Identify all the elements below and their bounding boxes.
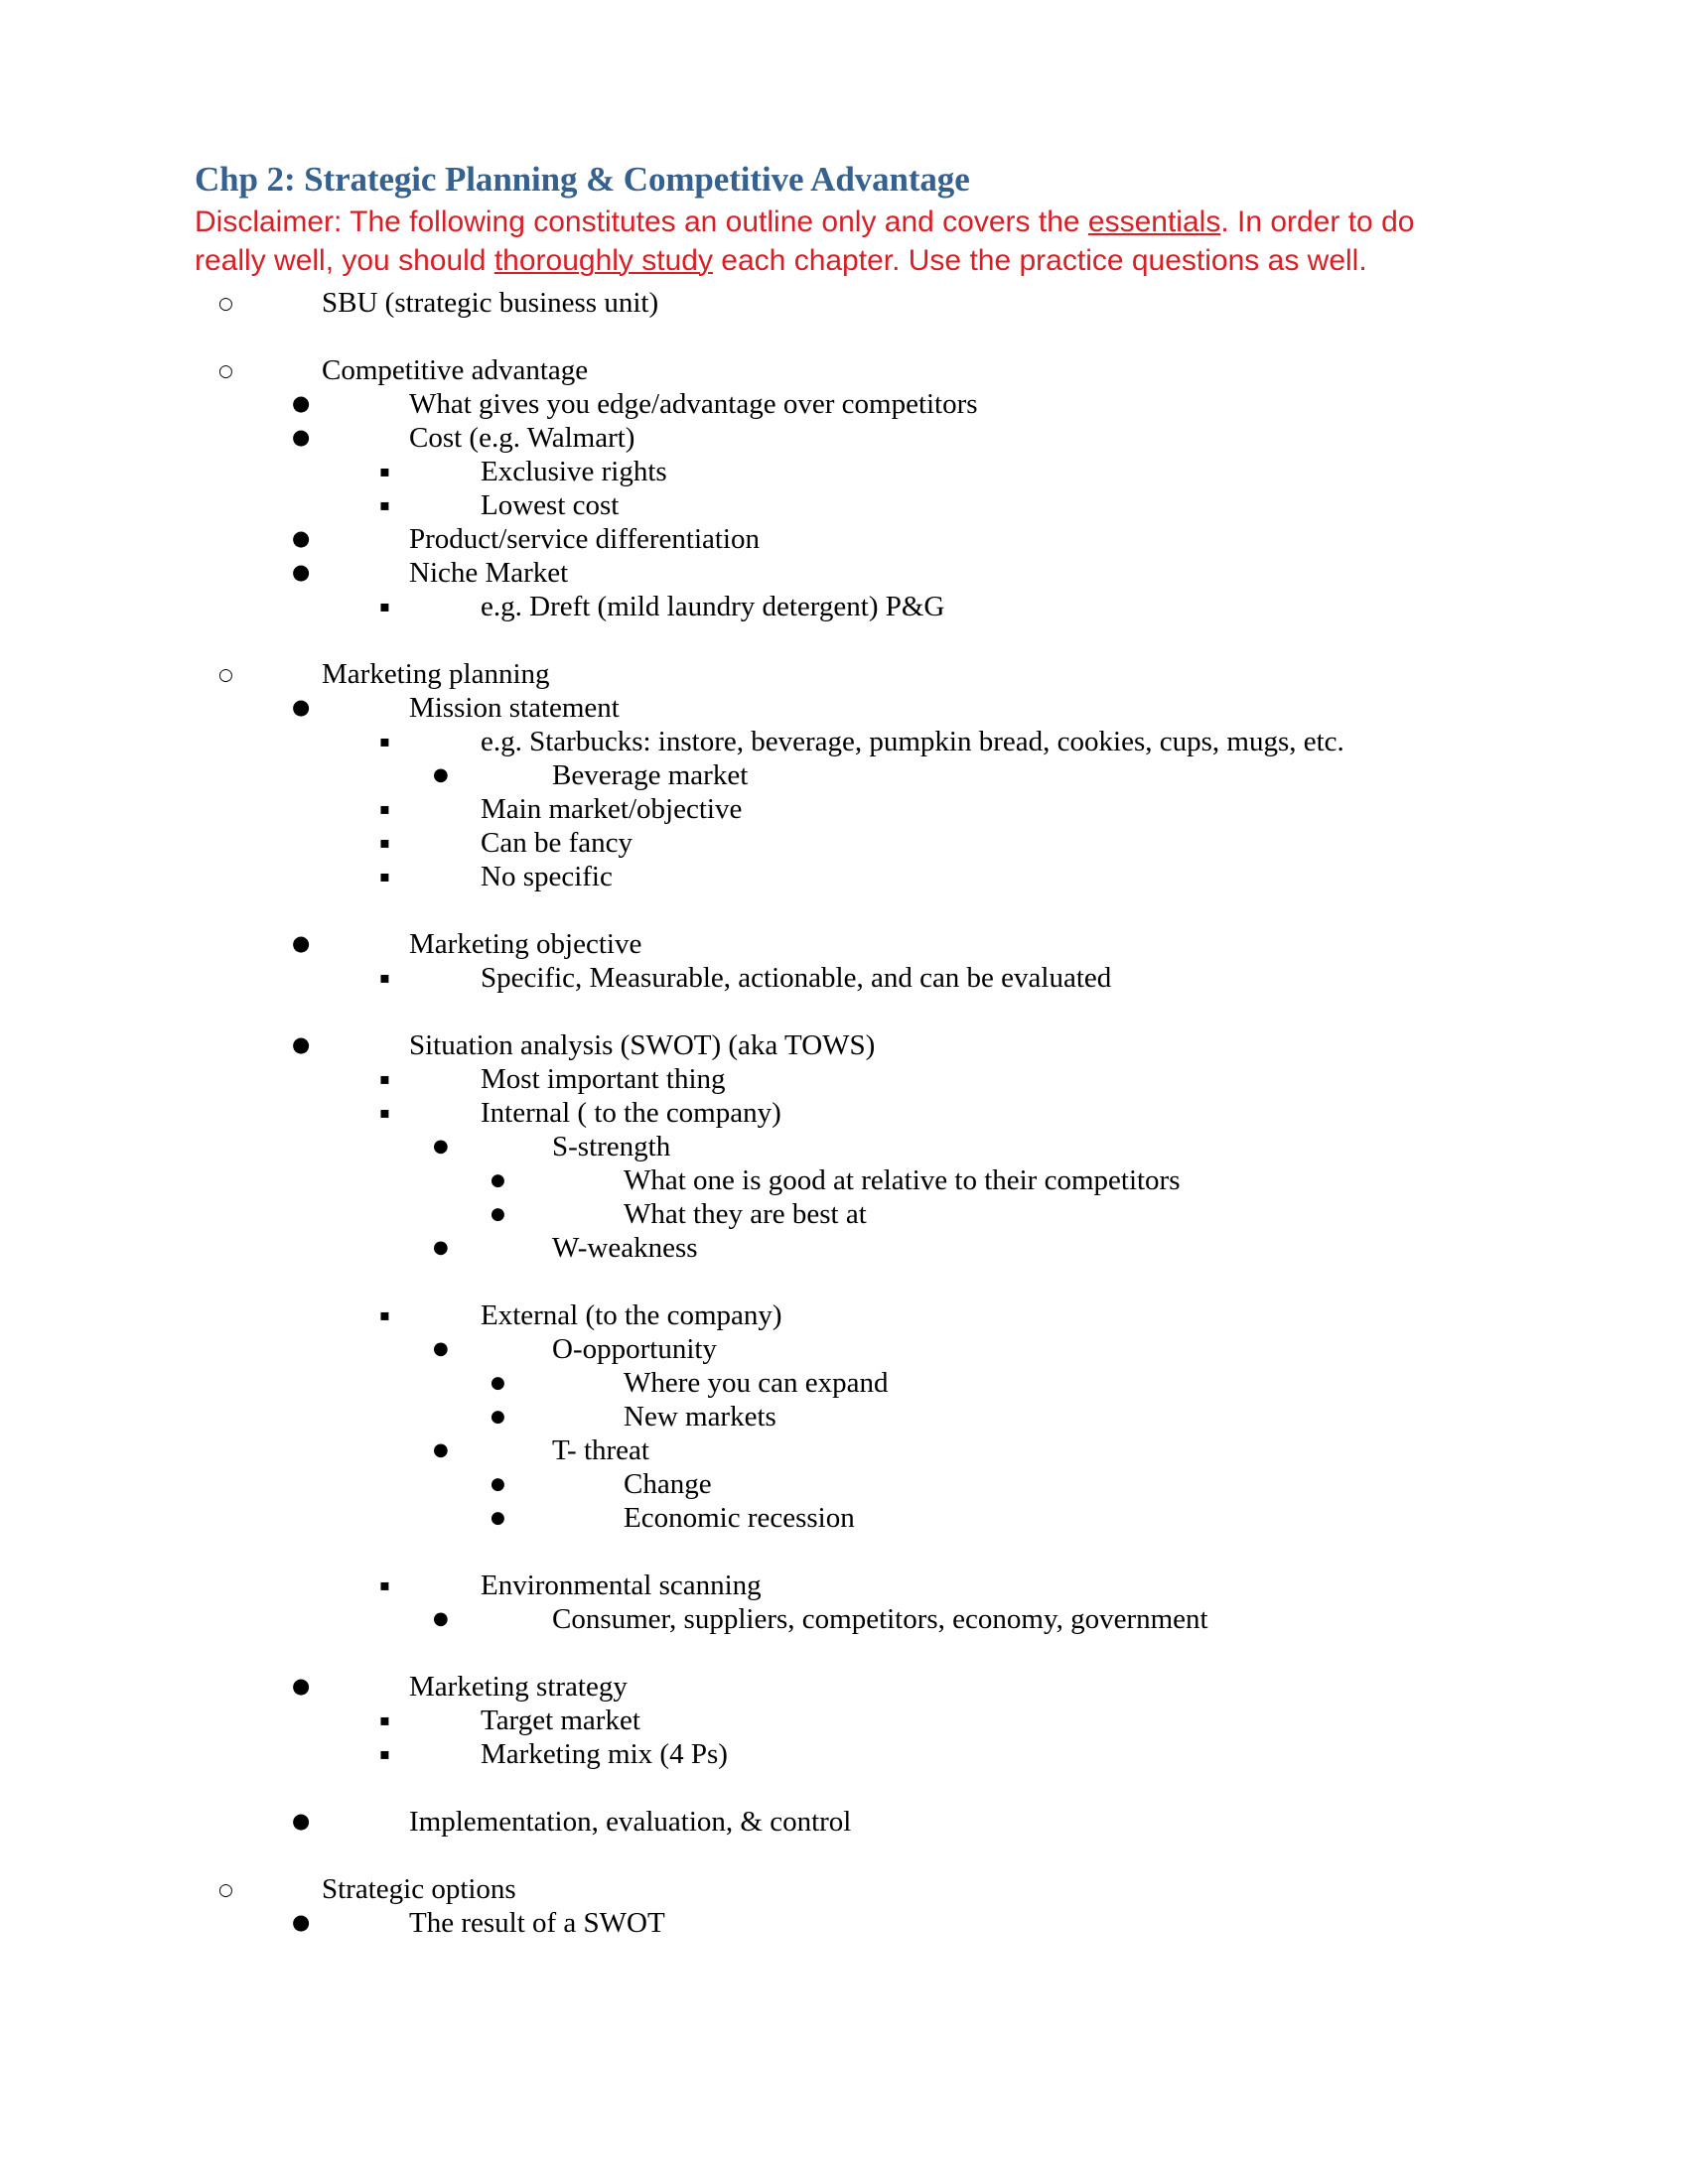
bullet-square-icon: ▪ <box>379 462 390 480</box>
bullet-square-icon: ▪ <box>379 1069 390 1088</box>
bullet-dot-icon: ● <box>292 391 311 415</box>
list-item <box>195 1366 1505 1400</box>
list-item-label: W-weakness <box>552 1232 698 1264</box>
list-item-label: e.g. Dreft (mild laundry detergent) P&G <box>481 591 945 622</box>
list-item-label: T- threat <box>552 1434 649 1466</box>
list-item <box>195 927 1505 961</box>
list-item-label: SBU (strategic business unit) <box>322 287 659 319</box>
list-item-label: Marketing mix (4 Ps) <box>481 1738 728 1770</box>
list-item <box>195 657 1505 691</box>
list-item-label: e.g. Starbucks: instore, beverage, pumpkin bread, cookies, cups, mugs, etc. <box>481 726 1344 757</box>
bullet-square-icon: ▪ <box>379 1103 390 1122</box>
list-item-label: Marketing strategy <box>409 1671 628 1703</box>
list-item-label: Target market <box>481 1705 640 1736</box>
list-item <box>195 1602 1505 1636</box>
bullet-square-icon: ▪ <box>379 968 390 987</box>
bullet-dot-icon: ● <box>292 695 311 719</box>
spacer <box>195 623 1505 657</box>
bullet-dot-icon: ● <box>433 764 449 785</box>
list-item <box>195 421 1505 455</box>
list-item-label: Strategic options <box>322 1873 516 1905</box>
list-item <box>195 488 1505 522</box>
list-item-label: Implementation, evaluation, & control <box>409 1806 852 1838</box>
spacer <box>195 995 1505 1028</box>
list-item <box>195 286 1505 320</box>
list-item <box>195 1906 1505 1940</box>
spacer <box>195 1771 1505 1805</box>
bullet-dot-icon: ● <box>491 1170 505 1190</box>
list-item-label: Cost (e.g. Walmart) <box>409 422 635 454</box>
list-item-label: Marketing objective <box>409 928 642 960</box>
list-item <box>195 522 1505 556</box>
list-item-label: Economic recession <box>624 1502 855 1534</box>
list-item <box>195 1704 1505 1737</box>
list-item-label: No specific <box>481 861 613 892</box>
disclaimer-paragraph <box>195 203 1466 280</box>
list-item-label: Product/service differentiation <box>409 523 760 555</box>
bullet-circle-icon: ○ <box>218 294 233 314</box>
bullet-square-icon: ▪ <box>379 1710 390 1729</box>
spacer <box>195 1265 1505 1298</box>
list-item <box>195 353 1505 387</box>
list-item-label: New markets <box>624 1401 776 1433</box>
bullet-dot-icon: ● <box>292 1910 311 1934</box>
list-item-label: Exclusive rights <box>481 456 667 487</box>
list-item-label: Can be fancy <box>481 827 633 859</box>
bullet-dot-icon: ● <box>491 1474 505 1494</box>
list-item-label: Internal ( to the company) <box>481 1097 781 1129</box>
list-item <box>195 1130 1505 1163</box>
list-item <box>195 556 1505 590</box>
list-item <box>195 860 1505 893</box>
list-item-label: Lowest cost <box>481 489 620 521</box>
outline-list <box>195 286 1505 1940</box>
bullet-square-icon: ▪ <box>379 1305 390 1324</box>
bullet-dot-icon: ● <box>491 1204 505 1224</box>
spacer <box>195 1535 1505 1569</box>
list-item-label: Main market/objective <box>481 793 743 825</box>
list-item <box>195 1332 1505 1366</box>
bullet-dot-icon: ● <box>292 1032 311 1056</box>
bullet-dot-icon: ● <box>433 1338 449 1359</box>
page-title: Chp 2: Strategic Planning & Competitive Advantage <box>195 160 970 199</box>
list-item <box>195 455 1505 488</box>
list-item <box>195 826 1505 860</box>
bullet-dot-icon: ● <box>491 1373 505 1393</box>
list-item-label: Where you can expand <box>624 1367 889 1399</box>
list-item-label: O-opportunity <box>552 1333 717 1365</box>
bullet-dot-icon: ● <box>433 1136 449 1157</box>
list-item-label: Situation analysis (SWOT) (aka TOWS) <box>409 1029 876 1061</box>
bullet-square-icon: ▪ <box>379 1575 390 1594</box>
list-item-label: What they are best at <box>624 1198 867 1230</box>
list-item-label: S-strength <box>552 1131 671 1162</box>
bullet-dot-icon: ● <box>292 526 311 550</box>
bullet-circle-icon: ○ <box>218 665 233 685</box>
list-item <box>195 1467 1505 1501</box>
list-item <box>195 1062 1505 1096</box>
list-item-label: External (to the company) <box>481 1299 782 1331</box>
bullet-dot-icon: ● <box>292 1674 311 1698</box>
list-item <box>195 961 1505 995</box>
list-item <box>195 590 1505 623</box>
list-item-label: Change <box>624 1468 712 1500</box>
list-item-label: What one is good at relative to their competitors <box>624 1164 1181 1196</box>
list-item <box>195 1805 1505 1839</box>
list-item <box>195 792 1505 826</box>
bullet-dot-icon: ● <box>292 425 311 449</box>
list-item <box>195 1670 1505 1704</box>
list-item <box>195 691 1505 725</box>
list-item <box>195 1163 1505 1197</box>
document-content <box>195 159 1505 1940</box>
list-item-label: What gives you edge/advantage over competitors <box>409 388 978 420</box>
list-item <box>195 1433 1505 1467</box>
list-item-label: Environmental scanning <box>481 1570 762 1601</box>
list-item-label: Marketing planning <box>322 658 550 690</box>
list-item-label: The result of a SWOT <box>409 1907 665 1939</box>
list-item-label: Competitive advantage <box>322 354 589 386</box>
disclaimer-emphasis-essentials: essentials <box>1087 205 1221 238</box>
list-item-label: Consumer, suppliers, competitors, economy, government <box>552 1603 1208 1635</box>
bullet-dot-icon: ● <box>292 560 311 584</box>
disclaimer-text-part2: . In order to do really well, you should <box>195 205 1415 277</box>
spacer <box>195 320 1505 353</box>
list-item <box>195 1737 1505 1771</box>
list-item-label: Beverage market <box>552 759 749 791</box>
spacer <box>195 893 1505 927</box>
disclaimer-text-part1: Disclaimer: The following constitutes an outline only and covers the <box>195 205 1088 238</box>
list-item <box>195 1872 1505 1906</box>
bullet-square-icon: ▪ <box>379 732 390 751</box>
list-item <box>195 1501 1505 1535</box>
list-item <box>195 1231 1505 1265</box>
bullet-square-icon: ▪ <box>379 799 390 818</box>
list-item-label: Niche Market <box>409 557 569 589</box>
bullet-dot-icon: ● <box>491 1508 505 1528</box>
disclaimer-emphasis-thoroughly-study: thoroughly study <box>493 244 713 277</box>
bullet-dot-icon: ● <box>292 931 311 955</box>
bullet-dot-icon: ● <box>433 1439 449 1460</box>
list-item <box>195 1298 1505 1332</box>
list-item <box>195 725 1505 758</box>
list-item-label: Mission statement <box>409 692 620 724</box>
bullet-dot-icon: ● <box>491 1407 505 1427</box>
spacer <box>195 1839 1505 1872</box>
list-item-label: Most important thing <box>481 1063 726 1095</box>
spacer <box>195 1636 1505 1670</box>
bullet-square-icon: ▪ <box>379 1744 390 1763</box>
list-item <box>195 1569 1505 1602</box>
list-item-label: Specific, Measurable, actionable, and can be evaluated <box>481 962 1112 994</box>
list-item <box>195 1400 1505 1433</box>
bullet-square-icon: ▪ <box>379 597 390 615</box>
bullet-circle-icon: ○ <box>218 1880 233 1900</box>
disclaimer-text-part3: each chapter. Use the practice questions as well. <box>712 244 1367 277</box>
bullet-circle-icon: ○ <box>218 361 233 381</box>
list-item <box>195 1197 1505 1231</box>
bullet-dot-icon: ● <box>292 1809 311 1833</box>
bullet-dot-icon: ● <box>433 1608 449 1629</box>
list-item <box>195 387 1505 421</box>
bullet-square-icon: ▪ <box>379 867 390 886</box>
bullet-square-icon: ▪ <box>379 833 390 852</box>
bullet-dot-icon: ● <box>433 1237 449 1258</box>
list-item <box>195 1096 1505 1130</box>
bullet-square-icon: ▪ <box>379 495 390 514</box>
list-item <box>195 758 1505 792</box>
list-item <box>195 1028 1505 1062</box>
